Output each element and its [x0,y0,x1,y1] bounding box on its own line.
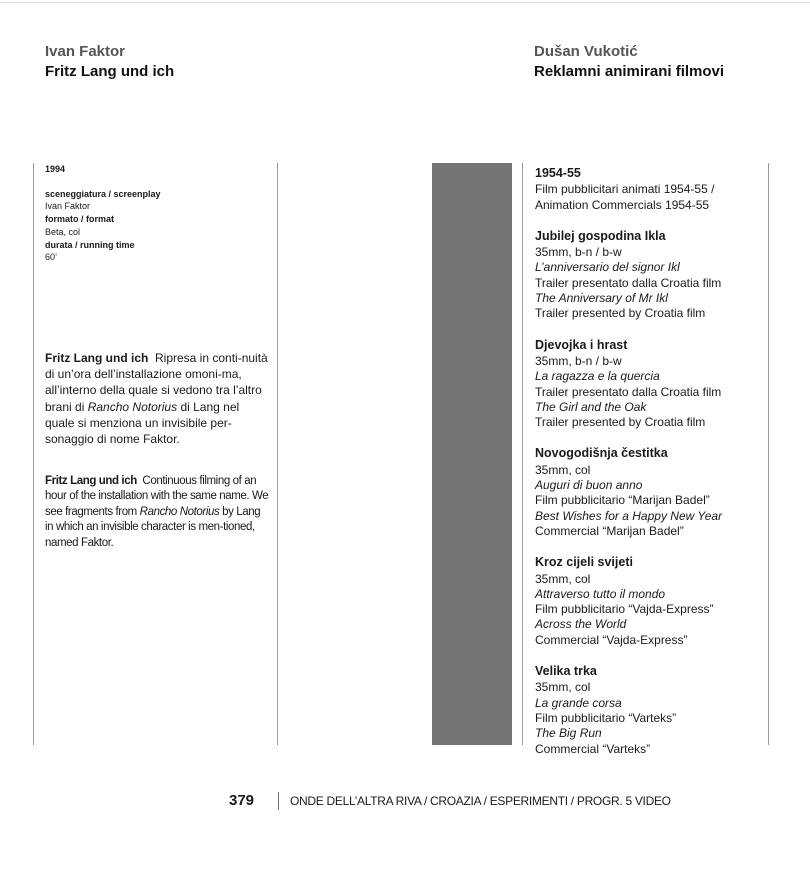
column-rule-left [33,163,34,745]
list-item [535,446,770,539]
entry-italian-title: La ragazza e la quercia [535,369,660,384]
entry-italian-desc: Film pubblicitario “Varteks” [535,710,677,725]
right-film-title: Reklamni animirani filmovi [534,63,725,80]
entry-format: 35mm, col [535,462,591,477]
list-intro [535,166,770,213]
credits-year: 1994 [45,164,66,174]
commercials-list [535,166,770,773]
entry-format: 35mm, col [535,571,591,586]
entry-english-desc: Trailer presented by Croatia film [535,415,706,430]
list-item [535,664,770,757]
entry-english-desc: Trailer presented by Croatia film [535,306,706,321]
synopsis-italian-text-2: di Lang nel quale si menziona un invisibile per-sonaggio di nome Faktor. [45,399,240,447]
entry-title: Novogodišnja čestitka [535,446,668,461]
column-rule-center-left [277,163,278,745]
format-label: formato / format [45,214,115,225]
entry-italian-title: Auguri di buon anno [535,478,643,493]
screenplay-value: Ivan Faktor [45,201,91,212]
right-header [534,42,724,82]
left-author: Ivan Faktor [45,43,126,60]
intro-line-1: Film pubblicitari animati 1954-55 / [535,182,715,197]
list-item [535,229,770,322]
entry-title: Kroz cijeli svijeti [535,555,633,570]
credits-block [45,163,265,264]
running-head: ONDE DELL’ALTRA RIVA / CROAZIA / ESPERIMENTI / PROGR. 5 VIDEO [290,794,671,808]
top-rule [0,2,810,3]
right-author: Dušan Vukotić [534,43,638,60]
entry-title: Djevojka i hrast [535,337,628,352]
synopsis-italian-film: Rancho Notorius [87,399,178,414]
entry-italian-title: Attraverso tutto il mondo [535,586,666,601]
synopsis-italian-lead: Fritz Lang und ich [45,351,149,365]
entry-italian-title: L’anniversario del signor Ikl [535,260,680,275]
entry-title: Velika trka [535,664,597,679]
list-item [535,338,770,431]
entry-title: Jubilej gospodina Ikla [535,228,666,243]
entry-english-title: Best Wishes for a Happy New Year [535,508,723,523]
synopsis-english-text-1: Continuous filming of an hour of the installation with the same name. We see fragments from [45,475,269,518]
entry-english-desc: Commercial “Marijan Badel” [535,523,684,538]
entry-format: 35mm, b-n / b-w [535,245,622,260]
entry-italian-desc: Trailer presentato dalla Croatia film [535,384,722,399]
list-item [535,555,770,648]
entry-english-desc: Commercial “Vajda-Express” [535,632,688,647]
duration-label: durata / running time [45,239,135,250]
synopsis-english-lead: Fritz Lang und ich [45,475,137,487]
intro-line-2: Animation Commercials 1954-55 [535,197,710,212]
entry-italian-title: La grande corsa [535,695,622,710]
column-rule-center-right [522,163,523,745]
synopsis-english-text-2: by Lang in which an invisible character is men-tioned, named Faktor. [45,505,261,549]
entry-format: 35mm, b-n / b-w [535,353,622,368]
synopsis-english-film: Rancho Notorius [139,505,220,518]
entry-italian-desc: Film pubblicitario “Vajda-Express” [535,602,714,617]
format-value: Beta, col [45,226,81,237]
entry-english-title: The Big Run [535,726,602,741]
intro-year: 1954-55 [535,166,581,180]
entry-italian-desc: Film pubblicitario “Marijan Badel” [535,493,710,508]
entry-english-title: The Anniversary of Mr Ikl [535,291,668,306]
synopsis-italian [45,350,270,447]
screenplay-label: sceneggiatura / screenplay [45,188,161,199]
synopsis-english [45,474,270,551]
duration-value: 60’ [45,252,58,263]
synopsis-italian-text-1: Ripresa in conti-nuità di un’ora dell’installazione omoni-ma, all’interno della quale si vedono tra l’altro brani di [45,351,268,414]
page-number: 379 [229,792,255,809]
left-film-title: Fritz Lang und ich [45,63,175,80]
film-still-placeholder [432,163,512,745]
entry-format: 35mm, col [535,680,591,695]
entry-italian-desc: Trailer presentato dalla Croatia film [535,275,722,290]
entry-english-title: Across the World [535,617,627,632]
footer-divider [278,792,279,810]
left-header [45,42,174,82]
entry-english-desc: Commercial “Varteks” [535,741,651,756]
page-footer [0,792,810,812]
entry-english-title: The Girl and the Oak [535,399,647,414]
